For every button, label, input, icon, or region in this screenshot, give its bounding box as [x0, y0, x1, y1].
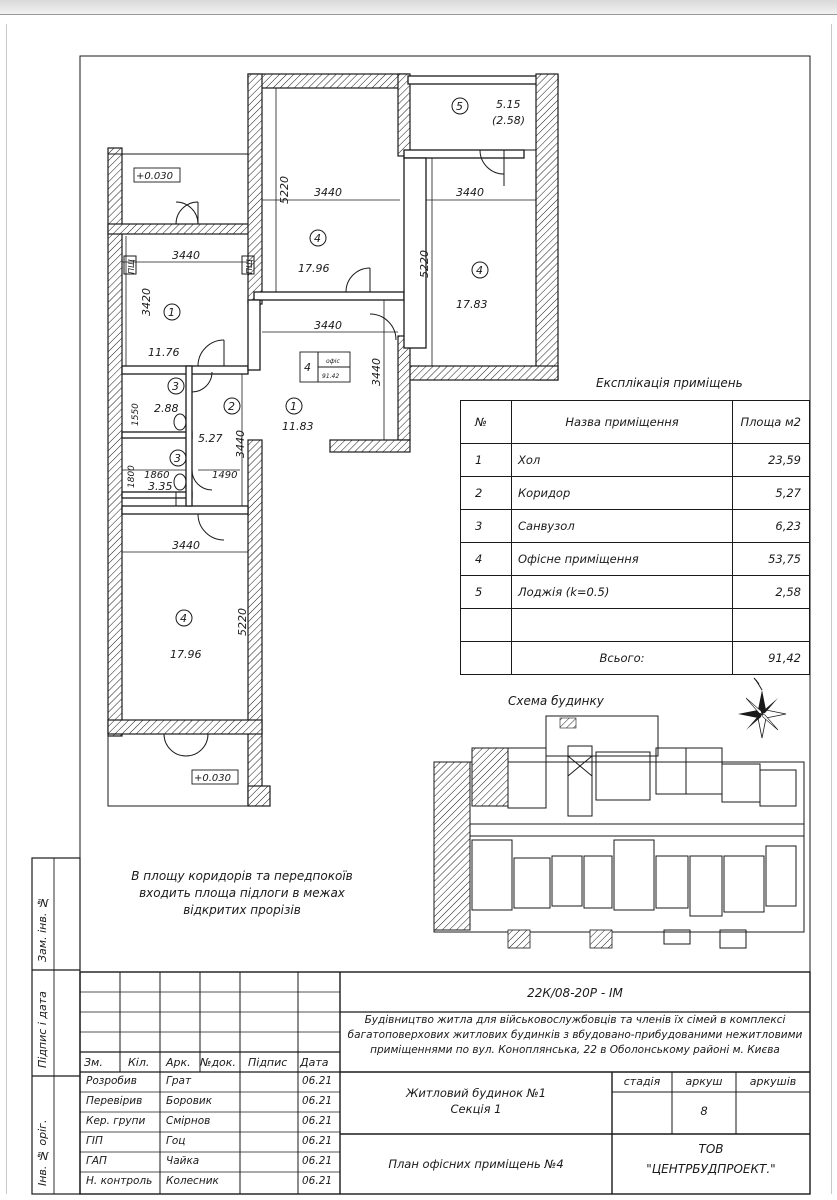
row-num: 1: [461, 444, 512, 477]
total-num-cell: [461, 642, 512, 675]
dim-5220-b: 5220: [236, 608, 249, 636]
pshch-label-1: ПЩ: [127, 259, 136, 274]
org-line-1: ТОВ: [698, 1142, 724, 1156]
row-num: 2: [461, 477, 512, 510]
explication-header-area: Площа м2: [733, 401, 810, 444]
room-area-1a: 11.76: [148, 346, 180, 359]
role: ГАП: [86, 1155, 107, 1167]
date: 06.21: [302, 1155, 333, 1167]
entry-vestibule-top: [122, 154, 248, 224]
svg-text:4: 4: [304, 361, 311, 374]
row-num: 4: [461, 543, 512, 576]
date: 06.21: [302, 1115, 333, 1127]
total-value: 91,42: [733, 642, 810, 675]
sheets-label: аркушів: [749, 1075, 797, 1088]
table-row: [461, 576, 810, 609]
area-note: В площу коридорів та передпокоїв входить площа підлоги в межах відкритих прорізів: [131, 869, 353, 917]
room-area-2: 5.27: [198, 432, 223, 445]
dim-3440-hall: 3440: [314, 319, 342, 332]
side-inv-orig: Інв. № оріг.: [36, 1119, 49, 1186]
table-row-empty: [461, 609, 810, 642]
col-pidpys: Підпис: [248, 1056, 288, 1069]
person: Гоц: [166, 1135, 186, 1147]
room-num-1b: 1: [290, 400, 297, 413]
row-num: 3: [461, 510, 512, 543]
dim-1860: 1860: [144, 470, 170, 481]
elevation-bottom: [192, 770, 238, 784]
date: 06.21: [302, 1135, 333, 1147]
svg-text:офіс: офіс: [326, 358, 340, 365]
svg-text:91.42: 91.42: [322, 373, 340, 380]
role: ГІП: [86, 1135, 103, 1147]
dim-3440-room4a: 3440: [314, 186, 342, 199]
room-area-3b: 3.35: [148, 480, 173, 493]
room-area-5-coef: (2.58): [492, 114, 526, 127]
pshch-label-2: ПЩ: [245, 259, 254, 274]
row-area: 6,23: [733, 510, 810, 543]
room-area-3a: 2.88: [154, 402, 179, 415]
role: Кер. групи: [86, 1115, 146, 1127]
row-name: Хол: [512, 444, 733, 477]
table-row: [461, 477, 810, 510]
dim-3440-room1: 3440: [172, 249, 200, 262]
row-name: Санвузол: [512, 510, 733, 543]
table-total-row: [461, 642, 810, 675]
table-row: [461, 543, 810, 576]
table-row: [461, 510, 810, 543]
dim-3440-room4c: 3440: [456, 186, 484, 199]
room-area-4a: 17.96: [298, 262, 330, 275]
dim-3440-v1: 3440: [370, 358, 383, 386]
row-name: Лоджія (k=0.5): [512, 576, 733, 609]
col-zm: Зм.: [84, 1056, 103, 1069]
room-num-1a: 1: [168, 306, 175, 319]
col-kil: Кіл.: [128, 1056, 150, 1069]
room-area-1b: 11.83: [282, 420, 314, 433]
svg-text:+0.030: +0.030: [136, 171, 174, 182]
room-num-3b: 3: [174, 452, 181, 465]
schema-title: Схема будинку: [508, 694, 604, 708]
dim-1490: 1490: [212, 470, 238, 481]
row-area: 2,58: [733, 576, 810, 609]
total-label: Всього:: [512, 642, 733, 675]
room-area-5: 5.15: [496, 98, 521, 111]
role: Перевірив: [86, 1095, 143, 1107]
row-num: 5: [461, 576, 512, 609]
room-num-4b: 4: [180, 612, 187, 625]
row-area: 23,59: [733, 444, 810, 477]
compass-icon: [738, 678, 786, 738]
sheet-label: аркуш: [685, 1075, 723, 1088]
col-ark: Арк.: [166, 1056, 191, 1069]
person: Грат: [166, 1075, 192, 1087]
role: Н. контроль: [86, 1175, 153, 1187]
date: 06.21: [302, 1075, 333, 1087]
role: Розробив: [86, 1075, 137, 1087]
explication-header-num: №: [461, 401, 512, 444]
row-name: Коридор: [512, 477, 733, 510]
person: Колесник: [166, 1175, 219, 1187]
explication-header-name: Назва приміщення: [512, 401, 733, 444]
dim-3440-room4b: 3440: [172, 539, 200, 552]
org-line-2: "ЦЕНТРБУДПРОЕКТ.": [646, 1162, 776, 1176]
col-ndok: №док.: [200, 1056, 236, 1069]
explication-title: Експлікація приміщень: [596, 376, 743, 390]
room-num-4c: 4: [476, 264, 483, 277]
explication-table: [460, 400, 810, 675]
row-area: [733, 609, 810, 642]
explication-header-row: [461, 401, 810, 444]
sheet-number: 8: [700, 1104, 708, 1118]
dim-1800: 1800: [127, 465, 137, 488]
row-num: [461, 609, 512, 642]
row-area: 53,75: [733, 543, 810, 576]
elevation-top: [134, 168, 180, 182]
stage-label: стадія: [623, 1075, 661, 1088]
dim-3420: 3420: [140, 288, 153, 316]
row-name: [512, 609, 733, 642]
office-stamp: [300, 352, 350, 382]
section-name: Секція 1: [450, 1102, 502, 1116]
sheet-title: План офісних приміщень №4: [388, 1157, 564, 1171]
dim-1550: 1550: [131, 403, 141, 426]
dim-3440-v2: 3440: [234, 430, 247, 458]
room-num-5: 5: [456, 100, 463, 113]
date: 06.21: [302, 1095, 333, 1107]
date: 06.21: [302, 1175, 333, 1187]
row-area: 5,27: [733, 477, 810, 510]
person: Смірнов: [166, 1115, 211, 1127]
row-name: Офісне приміщення: [512, 543, 733, 576]
room-area-4b: 17.96: [170, 648, 202, 661]
doc-code: 22К/08-20Р - ІМ: [527, 986, 623, 1000]
room-num-4a: 4: [314, 232, 321, 245]
dim-5220-c: 5220: [418, 250, 431, 278]
dim-5220-a: 5220: [278, 176, 291, 204]
table-row: [461, 444, 810, 477]
door-swings: [164, 150, 504, 756]
building-schema: [434, 716, 804, 948]
svg-text:+0.030: +0.030: [194, 773, 232, 784]
person: Боровик: [166, 1095, 213, 1107]
side-pidpys-data: Підпис і дата: [36, 991, 49, 1068]
side-zam-inv: Зам. інв. №: [36, 896, 49, 962]
room-num-2: 2: [228, 400, 235, 413]
project-description: Будівництво житла для військовослужбовців та членів їх сімей в комплексі багатоповерхових житлових будинків з вбудовано-прибудованими нежитловими приміщеннями по вул. Коноплянська, 22 в Оболонському районі м. Києва: [347, 1014, 803, 1056]
building-name: Житловий будинок №1: [405, 1086, 547, 1100]
person: Чайка: [166, 1155, 200, 1167]
col-data: Дата: [300, 1056, 329, 1069]
room-area-4c: 17.83: [456, 298, 488, 311]
room-num-3a: 3: [172, 380, 179, 393]
